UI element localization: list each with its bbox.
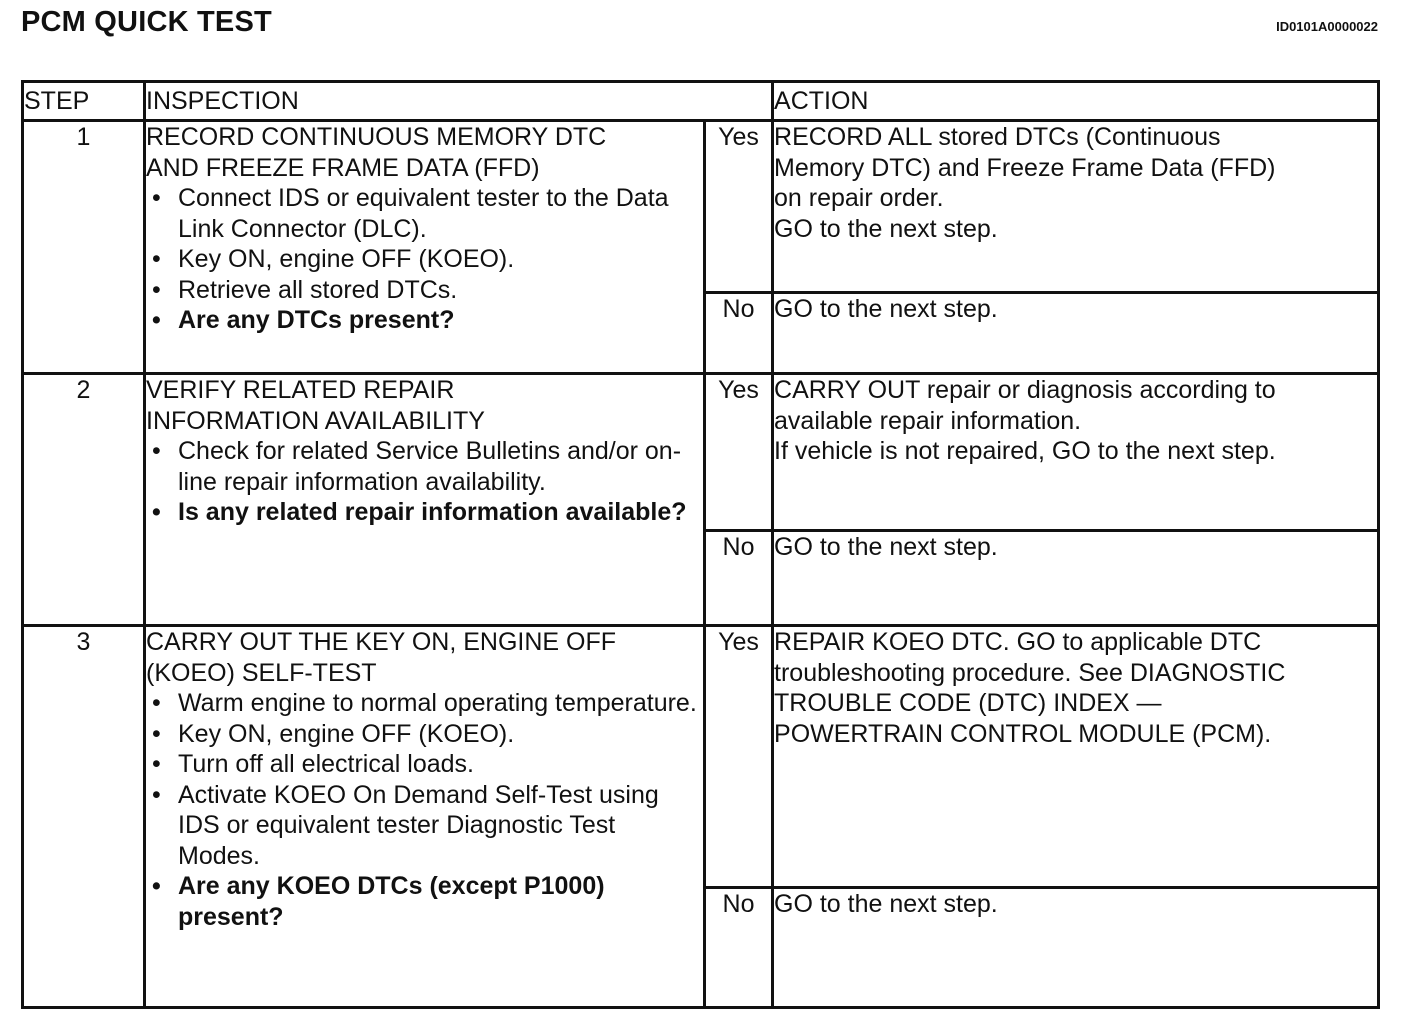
inspection-cell [145, 374, 705, 626]
action-line: GO to the next step. [774, 214, 998, 243]
inspection-question [146, 305, 703, 336]
bullet-icon: • [152, 780, 161, 809]
list-item-text: Warm engine to normal operating temperature. [178, 689, 697, 717]
bullet-icon: • [152, 689, 161, 717]
inspection-column-header: INSPECTION [145, 82, 773, 121]
action-line: REPAIR KOEO DTC. GO to applicable DTC [774, 628, 1262, 656]
inspection-question [146, 497, 703, 528]
action-line: RECORD ALL stored DTCs (Continuous [774, 123, 1221, 151]
action-line: on repair order. [774, 184, 944, 212]
inspection-question [146, 871, 703, 932]
inspection-list [146, 183, 703, 336]
quick-test-table [21, 80, 1380, 1009]
list-item-text: Turn off all electrical loads. [178, 750, 474, 778]
step-3-yes-row [23, 626, 1379, 888]
inspection-heading-line: INFORMATION AVAILABILITY [146, 406, 485, 435]
list-item [146, 244, 703, 275]
bullet-icon: • [152, 719, 161, 748]
step-column-header: STEP [23, 82, 145, 121]
action-line: GO to the next step. [774, 533, 998, 561]
step-2-yes-row [23, 374, 1379, 531]
list-item [146, 183, 703, 244]
inspection-cell [145, 121, 705, 374]
inspection-heading-line: RECORD CONTINUOUS MEMORY DTC [146, 123, 607, 151]
action-column-header: ACTION [773, 82, 1379, 121]
list-item-text: Check for related Service Bulletins and/or on-line repair information availability. [178, 437, 682, 496]
yes-action-cell [773, 626, 1379, 888]
no-label: No [705, 531, 773, 626]
action-line: TROUBLE CODE (DTC) INDEX — [774, 689, 1162, 717]
question-text: Are any DTCs present? [178, 306, 455, 334]
yes-action-cell [773, 121, 1379, 293]
inspection-heading-line: VERIFY RELATED REPAIR [146, 376, 455, 404]
list-item [146, 749, 703, 780]
action-line: available repair information. [774, 406, 1082, 435]
question-text: Is any related repair information available? [178, 498, 687, 526]
list-item-text: Activate KOEO On Demand Self-Test using IDS or equivalent tester Diagnostic Test Modes. [178, 780, 659, 870]
bullet-icon: • [152, 437, 161, 465]
action-line: Memory DTC) and Freeze Frame Data (FFD) [774, 153, 1276, 182]
bullet-icon: • [152, 275, 161, 304]
page-title: PCM QUICK TEST [21, 6, 272, 38]
list-item [146, 436, 703, 497]
bullet-icon: • [152, 245, 161, 273]
no-label: No [705, 293, 773, 374]
list-item [146, 780, 703, 872]
document-id: ID0101A0000022 [1276, 19, 1378, 34]
bullet-icon: • [152, 306, 161, 334]
step-1-yes-row [23, 121, 1379, 293]
inspection-cell [145, 626, 705, 1008]
inspection-heading-line: CARRY OUT THE KEY ON, ENGINE OFF [146, 628, 617, 656]
step-number: 1 [23, 121, 145, 374]
step-number: 3 [23, 626, 145, 1008]
inspection-list [146, 688, 703, 932]
bullet-icon: • [152, 750, 161, 778]
list-item-text: Connect IDS or equivalent tester to the Data Link Connector (DLC). [178, 184, 669, 243]
question-text: Are any KOEO DTCs (except P1000) present? [178, 872, 605, 931]
bullet-icon: • [152, 872, 161, 900]
no-action-cell [773, 531, 1379, 626]
action-line: If vehicle is not repaired, GO to the next step. [774, 437, 1276, 465]
action-line: POWERTRAIN CONTROL MODULE (PCM). [774, 719, 1272, 748]
no-action-cell [773, 888, 1379, 1008]
yes-label: Yes [705, 121, 773, 293]
no-label: No [705, 888, 773, 1008]
step-number: 2 [23, 374, 145, 626]
list-item-text: Key ON, engine OFF (KOEO). [178, 719, 515, 748]
action-line: GO to the next step. [774, 890, 998, 918]
action-line: GO to the next step. [774, 295, 998, 323]
table-header-row [23, 82, 1379, 121]
inspection-list [146, 436, 703, 528]
list-item [146, 275, 703, 306]
list-item [146, 719, 703, 750]
action-line: CARRY OUT repair or diagnosis according to [774, 376, 1276, 404]
action-line: troubleshooting procedure. See DIAGNOSTIC [774, 658, 1286, 687]
yes-action-cell [773, 374, 1379, 531]
list-item-text: Key ON, engine OFF (KOEO). [178, 245, 515, 273]
bullet-icon: • [152, 498, 161, 526]
bullet-icon: • [152, 184, 161, 212]
inspection-heading-line: AND FREEZE FRAME DATA (FFD) [146, 153, 540, 182]
list-item-text: Retrieve all stored DTCs. [178, 275, 458, 304]
inspection-heading-line: (KOEO) SELF-TEST [146, 658, 377, 687]
no-action-cell [773, 293, 1379, 374]
yes-label: Yes [705, 626, 773, 888]
list-item [146, 688, 703, 719]
yes-label: Yes [705, 374, 773, 531]
